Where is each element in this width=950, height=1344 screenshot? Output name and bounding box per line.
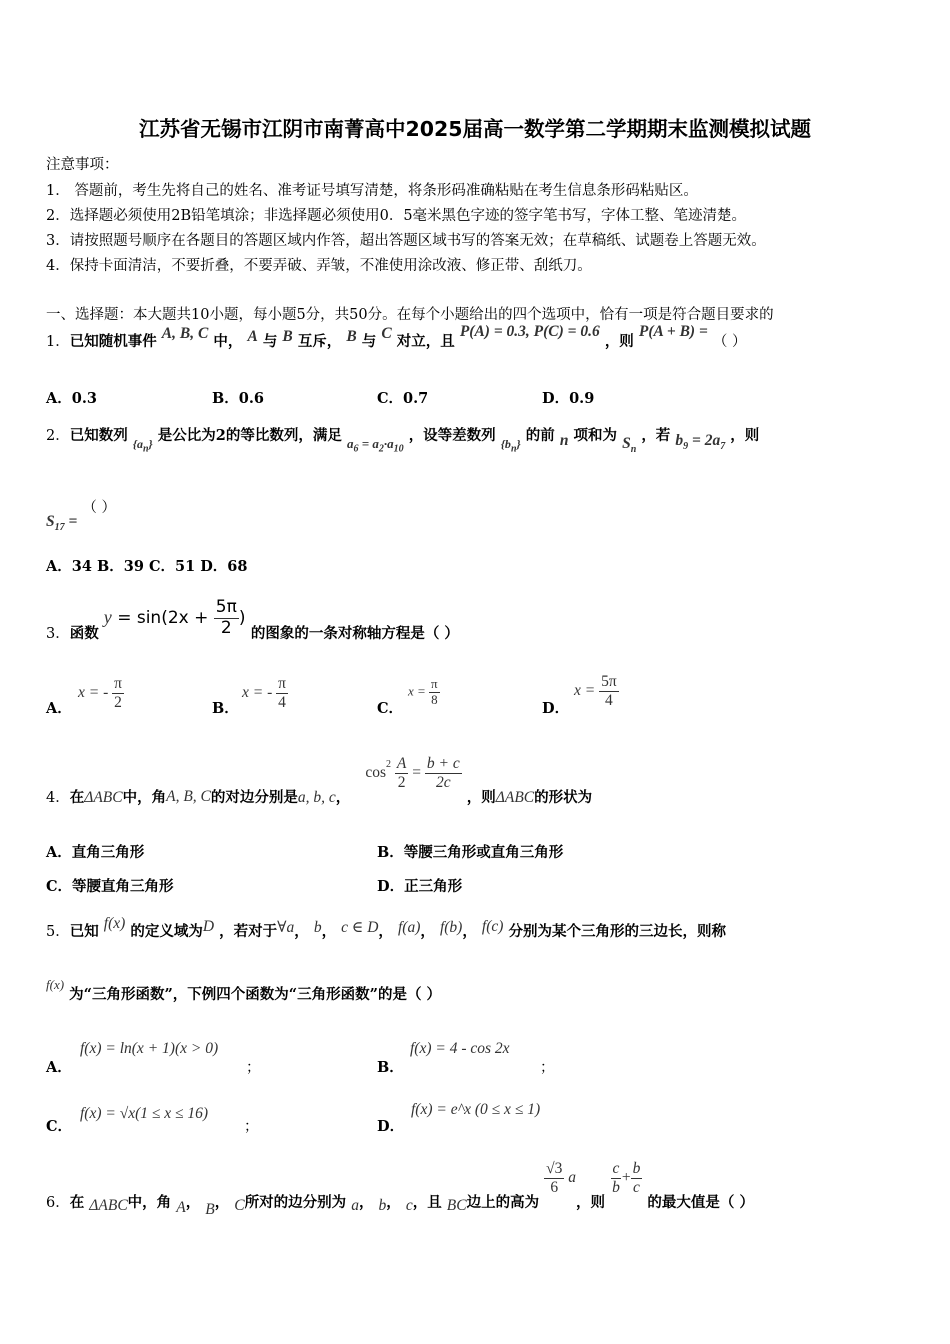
q5-option-b-label: B．	[377, 1059, 404, 1076]
question-1: 1．已知随机事件 A, B, C 中， A 与 B 互斥， B 与 C 对立，且 P(A) = 0.3, P(C) = 0.6 ，则 P(A + B) = （ ）	[46, 323, 747, 350]
section-heading: 一、选择题：本大题共10小题，每小题5分，共50分。在每个小题给出的四个选项中，恰有一项是符合题目要求的	[46, 307, 774, 323]
semicolon: ；	[540, 1060, 555, 1076]
q5-option-a-label: A．	[46, 1059, 72, 1076]
q1-option-d: D．0.9	[542, 390, 595, 407]
q3-option-a: x = - $\frac{\pi}{2}$	[78, 675, 122, 711]
q5-continuation: f(x) 为“三角形函数”，下例四个函数为“三角形函数”的是（ ）	[46, 977, 442, 1003]
notice-item: 1． 答题前，考生先将自己的姓名、准考证号填写清楚，将条形码准确粘贴在考生信息条形码粘贴区。	[46, 183, 698, 199]
q5-option-d: f(x) = e^x (0 ≤ x ≤ 1)	[411, 1101, 541, 1118]
q4-option-c: C．等腰直角三角形	[46, 878, 174, 895]
q3-option-d: x = $\frac{5\pi}{4}$	[574, 673, 617, 709]
q5-option-d-label: D．	[377, 1118, 405, 1135]
q3-option-b: x = - $\frac{\pi}{4}$	[242, 675, 286, 711]
question-3: 3．函数 y = sin(2x + $\frac{5\pi}{2}$ ) 的图象的一条对称轴方程是（ ）	[46, 597, 459, 643]
q3-option-b-label: B．	[212, 700, 239, 717]
q1-option-a: A．0.3	[46, 390, 97, 407]
q5-option-b: f(x) = 4 - cos 2x	[410, 1040, 510, 1057]
question-2: 2．已知数列 $_{\{a_n\}}$ 是公比为2的等比数列，满足 $a_6 = a_2\cdot a_{10}$ ，设等差数列 $_{\{b_n\}}$ 的前 n 项和为 $S_n$ ，若 $b_9 = 2a_7$ ，则	[46, 427, 760, 456]
q4-option-a: A．直角三角形	[46, 844, 145, 861]
q5-option-c-label: C．	[46, 1118, 73, 1135]
q2-continuation: $S_{17}$ = （ ）	[46, 500, 117, 534]
question-5: 5．已知 f(x) 的定义域为D ，若对于∀a， b， c ∈ D， f(a)， f(b)， f(c) 分别为某个三角形的三边长，则称	[46, 915, 726, 940]
notice-item: 3．请按照题号顺序在各题目的答题区域内作答，超出答题区域书写的答案无效；在草稿纸、试题卷上答题无效。	[46, 233, 766, 249]
semicolon: ；	[244, 1119, 259, 1135]
q2-options: A．34 B．39 C．51 D．68	[46, 558, 248, 575]
q5-option-a: f(x) = ln(x + 1)(x > 0)	[80, 1040, 219, 1057]
notice-item: 4．保持卡面清洁，不要折叠，不要弄破、弄皱，不准使用涂改液、修正带、刮纸刀。	[46, 258, 592, 274]
q4-option-b: B．等腰三角形或直角三角形	[377, 844, 564, 861]
q1-option-b: B．0.6	[212, 390, 264, 407]
q1-option-c: C．0.7	[377, 390, 429, 407]
page-title: 江苏省无锡市江阴市南菁高中2025届高一数学第二学期期末监测模拟试题	[138, 117, 812, 141]
q5-option-c: f(x) = √x(1 ≤ x ≤ 16)	[80, 1105, 209, 1122]
q3-option-c: x = $\frac{\pi}{8}$	[408, 676, 438, 707]
q3-option-d-label: D．	[542, 700, 570, 717]
q3-option-a-label: A．	[46, 700, 72, 717]
notice-heading: 注意事项：	[46, 157, 119, 173]
question-6: 6．在 ΔABC中，角 A， B， C所对的边分别为 a， b， c，且 BC边上的高为 $\frac{√3}{6}$ a，则 $\frac{c}{b}$ + $\frac{b}{c}$ 的最大值是（ ）	[46, 1160, 754, 1218]
notice-item: 2．选择题必须使用2B铅笔填涂；非选择题必须使用0．5毫米黑色字迹的签字笔书写，字体工整、笔迹清楚。	[46, 208, 747, 224]
semicolon: ；	[246, 1060, 261, 1076]
question-4: 4．在ΔABC中，角A, B, C的对边分别是a, b, c， $\cos^2$ $\frac{A}{2}$ = $\frac{b + c}{2c}$ ，则ΔABC的形状为	[46, 755, 593, 806]
q4-option-d: D．正三角形	[377, 878, 463, 895]
q3-option-c-label: C．	[377, 700, 404, 717]
